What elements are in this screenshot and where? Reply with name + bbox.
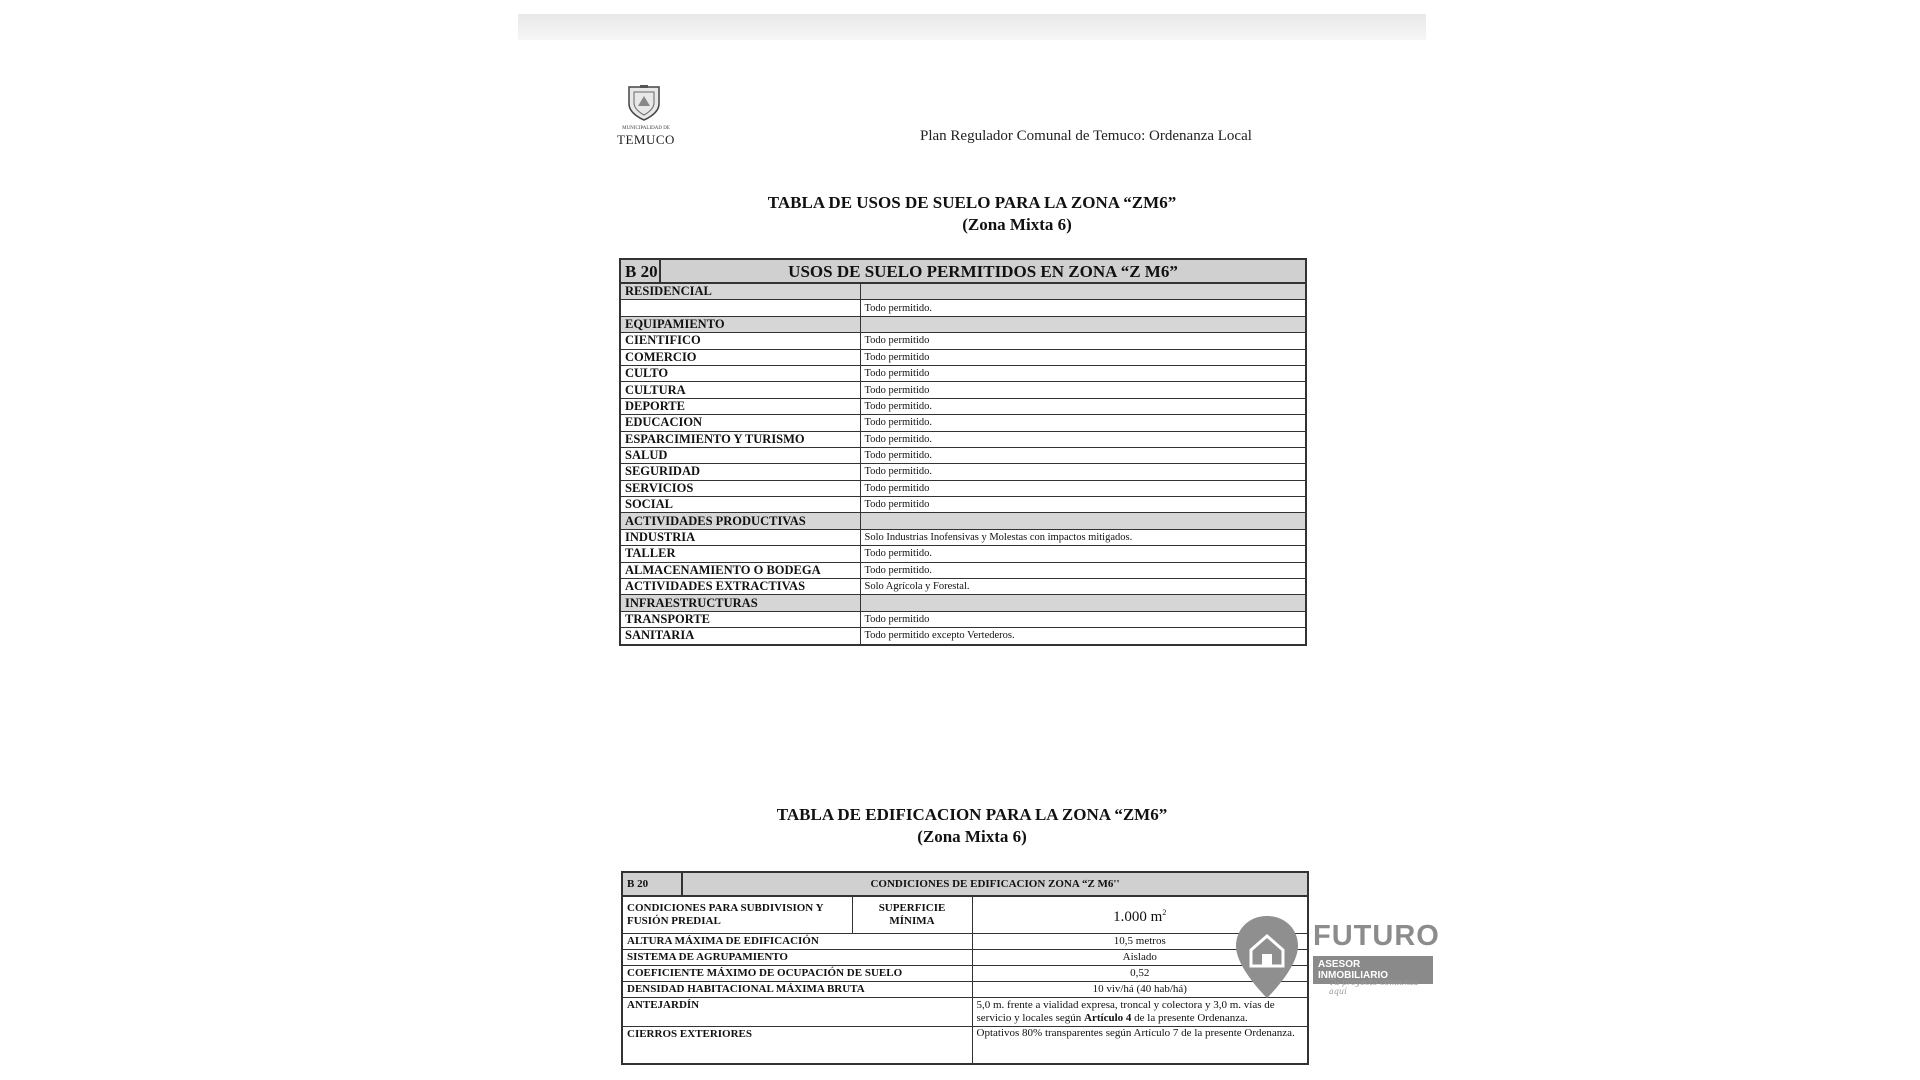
use-label: TALLER [620, 546, 860, 562]
superficie-value: 1.000 $m^2$ [972, 896, 1308, 934]
edificacion-table-subtitle: (Zona Mixta 6) [917, 827, 1027, 846]
use-value: Todo permitido excepto Vertederos. [860, 628, 1306, 645]
seal-text: TEMUCO [617, 132, 675, 147]
use-value: Todo permitido. [860, 447, 1306, 463]
condition-label: SISTEMA DE AGRUPAMIENTO [622, 950, 972, 966]
condition-label: COEFICIENTE MÁXIMO DE OCUPACIÓN DE SUELO [622, 966, 972, 982]
subdivision-label: CONDICIONES PARA SUBDIVISION Y FUSIÓN PREDIAL [622, 896, 852, 934]
table-row [620, 365, 1306, 381]
table-row [620, 480, 1306, 496]
use-label: SANITARIA [620, 628, 860, 645]
use-label: DEPORTE [620, 398, 860, 414]
use-label: EDUCACION [620, 415, 860, 431]
antejardin-value: 5,0 m. frente a vialidad expresa, troncal y colectora y 3,0 m. vías de servicio y locales según Artículo 4 de la presente Ordenanza. [972, 998, 1308, 1027]
use-label: SOCIAL [620, 497, 860, 513]
seal-subtext: MUNICIPALIDAD DE [622, 126, 670, 131]
section-row [620, 595, 1306, 611]
table-row [620, 415, 1306, 431]
viewer-top-bar [518, 14, 1426, 42]
use-label: CULTURA [620, 382, 860, 398]
section-label: EQUIPAMIENTO [620, 316, 860, 332]
brand-tagline: Tu proyecto comienza aquí [1329, 978, 1419, 996]
document-title: Plan Regulador Comunal de Temuco: Ordenanza Local [920, 128, 1252, 144]
section-label: RESIDENCIAL [620, 283, 860, 300]
use-value: Todo permitido [860, 333, 1306, 349]
section-label: ACTIVIDADES PRODUCTIVAS [620, 513, 860, 529]
table-row [622, 982, 1308, 998]
use-label: TRANSPORTE [620, 611, 860, 627]
edificacion-header-row [622, 872, 1308, 896]
table-row [622, 950, 1308, 966]
use-value: Todo permitido. [860, 415, 1306, 431]
section-row [620, 316, 1306, 332]
table-row [620, 497, 1306, 513]
temuco-seal [606, 84, 676, 152]
use-value: Todo permitido. [860, 562, 1306, 578]
table-row [620, 546, 1306, 562]
table-row [622, 998, 1308, 1027]
section-row [620, 283, 1306, 300]
table-row [622, 966, 1308, 982]
table-row [620, 562, 1306, 578]
table-row [620, 431, 1306, 447]
table-row [620, 349, 1306, 365]
edificacion-code: B 20 [622, 872, 682, 896]
table-row [620, 447, 1306, 463]
use-value: Solo Industrias Inofensivas y Molestas con impactos mitigados. [860, 529, 1306, 545]
use-value: Solo Agrícola y Forestal. [860, 579, 1306, 595]
table-row [620, 611, 1306, 627]
condition-value: 10,5 metros [972, 934, 1308, 950]
use-label: ACTIVIDADES EXTRACTIVAS [620, 579, 860, 595]
use-label: ESPARCIMIENTO Y TURISMO [620, 431, 860, 447]
section-label: INFRAESTRUCTURAS [620, 595, 860, 611]
superficie-label: SUPERFICIE MÍNIMA [852, 896, 972, 934]
usos-table [619, 258, 1307, 646]
use-label: CIENTIFICO [620, 333, 860, 349]
use-label: SEGURIDAD [620, 464, 860, 480]
table-row [620, 333, 1306, 349]
use-label: COMERCIO [620, 349, 860, 365]
use-value: Todo permitido. [860, 431, 1306, 447]
use-label: CULTO [620, 365, 860, 381]
use-value: Todo permitido. [860, 464, 1306, 480]
use-label: SERVICIOS [620, 480, 860, 496]
table-row [620, 464, 1306, 480]
use-value: Todo permitido [860, 497, 1306, 513]
table-row [622, 896, 1308, 934]
use-value: Todo permitido [860, 349, 1306, 365]
condition-value: 10 viv/há (40 hab/há) [972, 982, 1308, 998]
condition-label: ALTURA MÁXIMA DE EDIFICACIÓN [622, 934, 972, 950]
antejardin-label: ANTEJARDÍN [622, 998, 972, 1027]
table-row [620, 398, 1306, 414]
condition-label: DENSIDAD HABITACIONAL MÁXIMA BRUTA [622, 982, 972, 998]
use-value: Todo permitido. [860, 546, 1306, 562]
residencial-value: Todo permitido. [860, 300, 1306, 316]
condition-value: 0,52 [972, 966, 1308, 982]
table-row [620, 529, 1306, 545]
table-row [620, 628, 1306, 645]
futuro-watermark [1233, 914, 1440, 1024]
use-label: ALMACENAMIENTO O BODEGA [620, 562, 860, 578]
edificacion-table-title: TABLA DE EDIFICACION PARA LA ZONA “ZM6” [776, 805, 1168, 824]
brand-subtitle: ASESOR INMOBILIARIO [1313, 956, 1433, 984]
use-label: SALUD [620, 447, 860, 463]
edificacion-heading: CONDICIONES DE EDIFICACION ZONA “Z M6'' [682, 872, 1308, 896]
table-row [622, 934, 1308, 950]
use-value: Todo permitido [860, 382, 1306, 398]
usos-header-row [620, 259, 1306, 283]
cierros-label: CIERROS EXTERIORES [622, 1027, 972, 1065]
usos-table-title: TABLA DE USOS DE SUELO PARA LA ZONA “ZM6” [767, 193, 1177, 212]
usos-table-subtitle: (Zona Mixta 6) [962, 215, 1072, 234]
cierros-value: Optativos 80% transparentes según Artículo 7 de la presente Ordenanza. [972, 1027, 1308, 1065]
use-value: Todo permitido. [860, 398, 1306, 414]
brand-name: FUTURO [1313, 920, 1440, 952]
edificacion-table [621, 871, 1309, 1065]
use-value: Todo permitido [860, 480, 1306, 496]
usos-heading: USOS DE SUELO PERMITIDOS EN ZONA “Z M6” [660, 259, 1306, 283]
table-row [620, 300, 1306, 316]
condition-value: Aislado [972, 950, 1308, 966]
use-label: INDUSTRIA [620, 529, 860, 545]
table-row [620, 579, 1306, 595]
coat-of-arms-icon [626, 84, 662, 122]
usos-code: B 20 [620, 259, 660, 283]
section-row [620, 513, 1306, 529]
table-row [622, 1027, 1308, 1065]
house-pin-icon [1233, 914, 1301, 1000]
use-value: Todo permitido [860, 365, 1306, 381]
table-row [620, 382, 1306, 398]
use-value: Todo permitido [860, 611, 1306, 627]
